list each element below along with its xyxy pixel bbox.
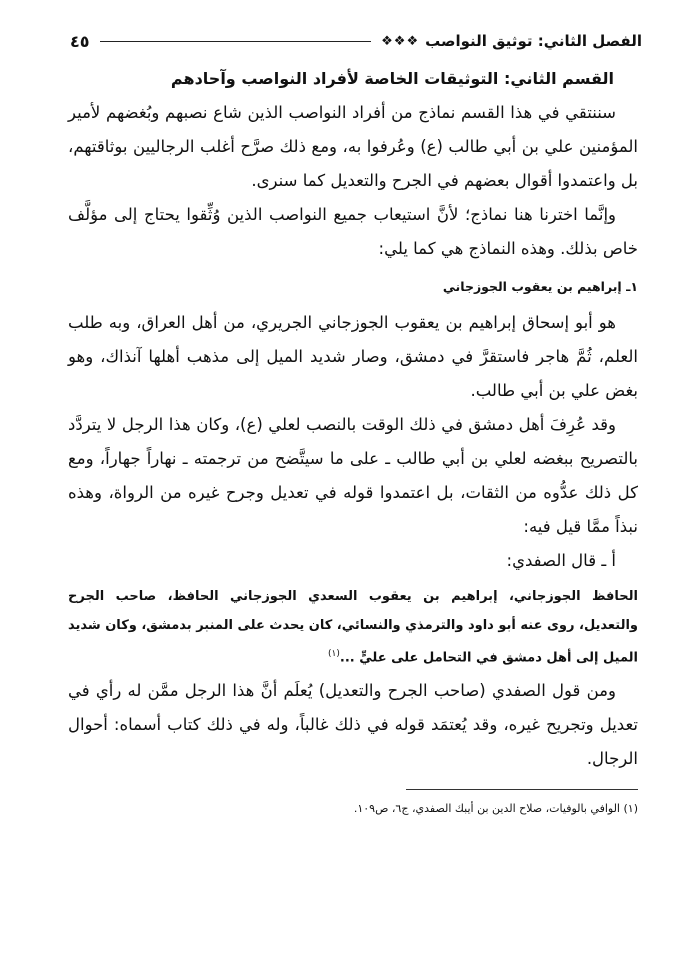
intro-paragraph: سننتقي في هذا القسم نماذج من أفراد النواصب الذين شاع نصبهم وبُغضهم لأمير المؤمنين علي بن أبي طالب (ع) وعُرفوا به، ومع ذلك صرَّح أغلب الرجاليين بوثاقتهم، بل واعتمدوا أقوال بعضهم في الجرح والتعديل كما سنرى. bbox=[68, 103, 638, 190]
page-body bbox=[68, 62, 638, 776]
entry-paragraph-2: وقد عُرِفَ أهل دمشق في ذلك الوقت بالنصب لعلي (ع)، وكان هذا الرجل لا يتردَّد بالتصريح ببغضه لعلي بن أبي طالب ـ على ما سيتَّضح من ترجمته ـ نهاراً جهاراً، ومع كل ذلك عدُّوه من الثقات، بل اعتمدوا قوله في تعديل وجرح غيره من الرواة، وهذه نبذاً ممَّا قيل فيه: bbox=[68, 415, 638, 536]
entry-paragraph-3: ومن قول الصفدي (صاحب الجرح والتعديل) يُعلَم أنَّ هذا الرجل ممَّن له رأي في تعديل وتجريح غيره، وقد يُعتمَد قوله في ذلك غالباً، وله في ذلك كتاب أسماه: أحوال الرجال. bbox=[68, 681, 638, 769]
header-rule bbox=[100, 41, 372, 42]
entry-paragraph-1: هو أبو إسحاق إبراهيم بن يعقوب الجوزجاني الجريري، من أهل العراق، وبه طلب العلم، ثُمَّ هاجر فاستقرَّ في دمشق، وصار شديد الميل إلى مذهب أهلها آنذاك، وهو بغض علي بن أبي طالب. bbox=[68, 313, 638, 400]
reason-paragraph: وإنَّما اخترنا هنا نماذج؛ لأنَّ استيعاب جميع النواصب الذين وُثِّقوا يحتاج إلى مؤلَّف خاص بذلك. وهذه النماذج هي كما يلي: bbox=[68, 205, 638, 258]
page-number: ٤٥ bbox=[70, 31, 90, 51]
ornament-icon: ❖❖❖ bbox=[381, 33, 420, 49]
footnote-marker[interactable]: (١) bbox=[328, 649, 340, 659]
footnote-rule bbox=[406, 789, 638, 790]
footnote: (١) الوافي بالوفيات، صلاح الدين بن أيبك الصفدي، ج٦، ص١٠٩. bbox=[353, 802, 638, 815]
section-title: القسم الثاني: التوثيقات الخاصة لأفراد النواصب وآحادهم bbox=[170, 69, 614, 88]
block-quote bbox=[68, 582, 638, 672]
quote-text: الحافظ الجوزجاني، إبراهيم بن يعقوب السعدي الجوزجاني الحافظ، صاحب الجرح والتعديل، روى عنه أبو داود والترمذي والنسائي، كان يحدث على المنبر بدمشق، وكان شديد الميل إلى أهل دمشق في التحامل على عليٍّ ... bbox=[68, 589, 638, 666]
subheading-a: أ ـ قال الصفدي: bbox=[506, 551, 616, 570]
entry-title: ١ـ إبراهيم بن يعقوب الجوزجاني bbox=[442, 279, 638, 294]
running-title: الفصل الثاني: توثيق النواصب bbox=[425, 32, 642, 50]
page-header bbox=[70, 28, 642, 54]
